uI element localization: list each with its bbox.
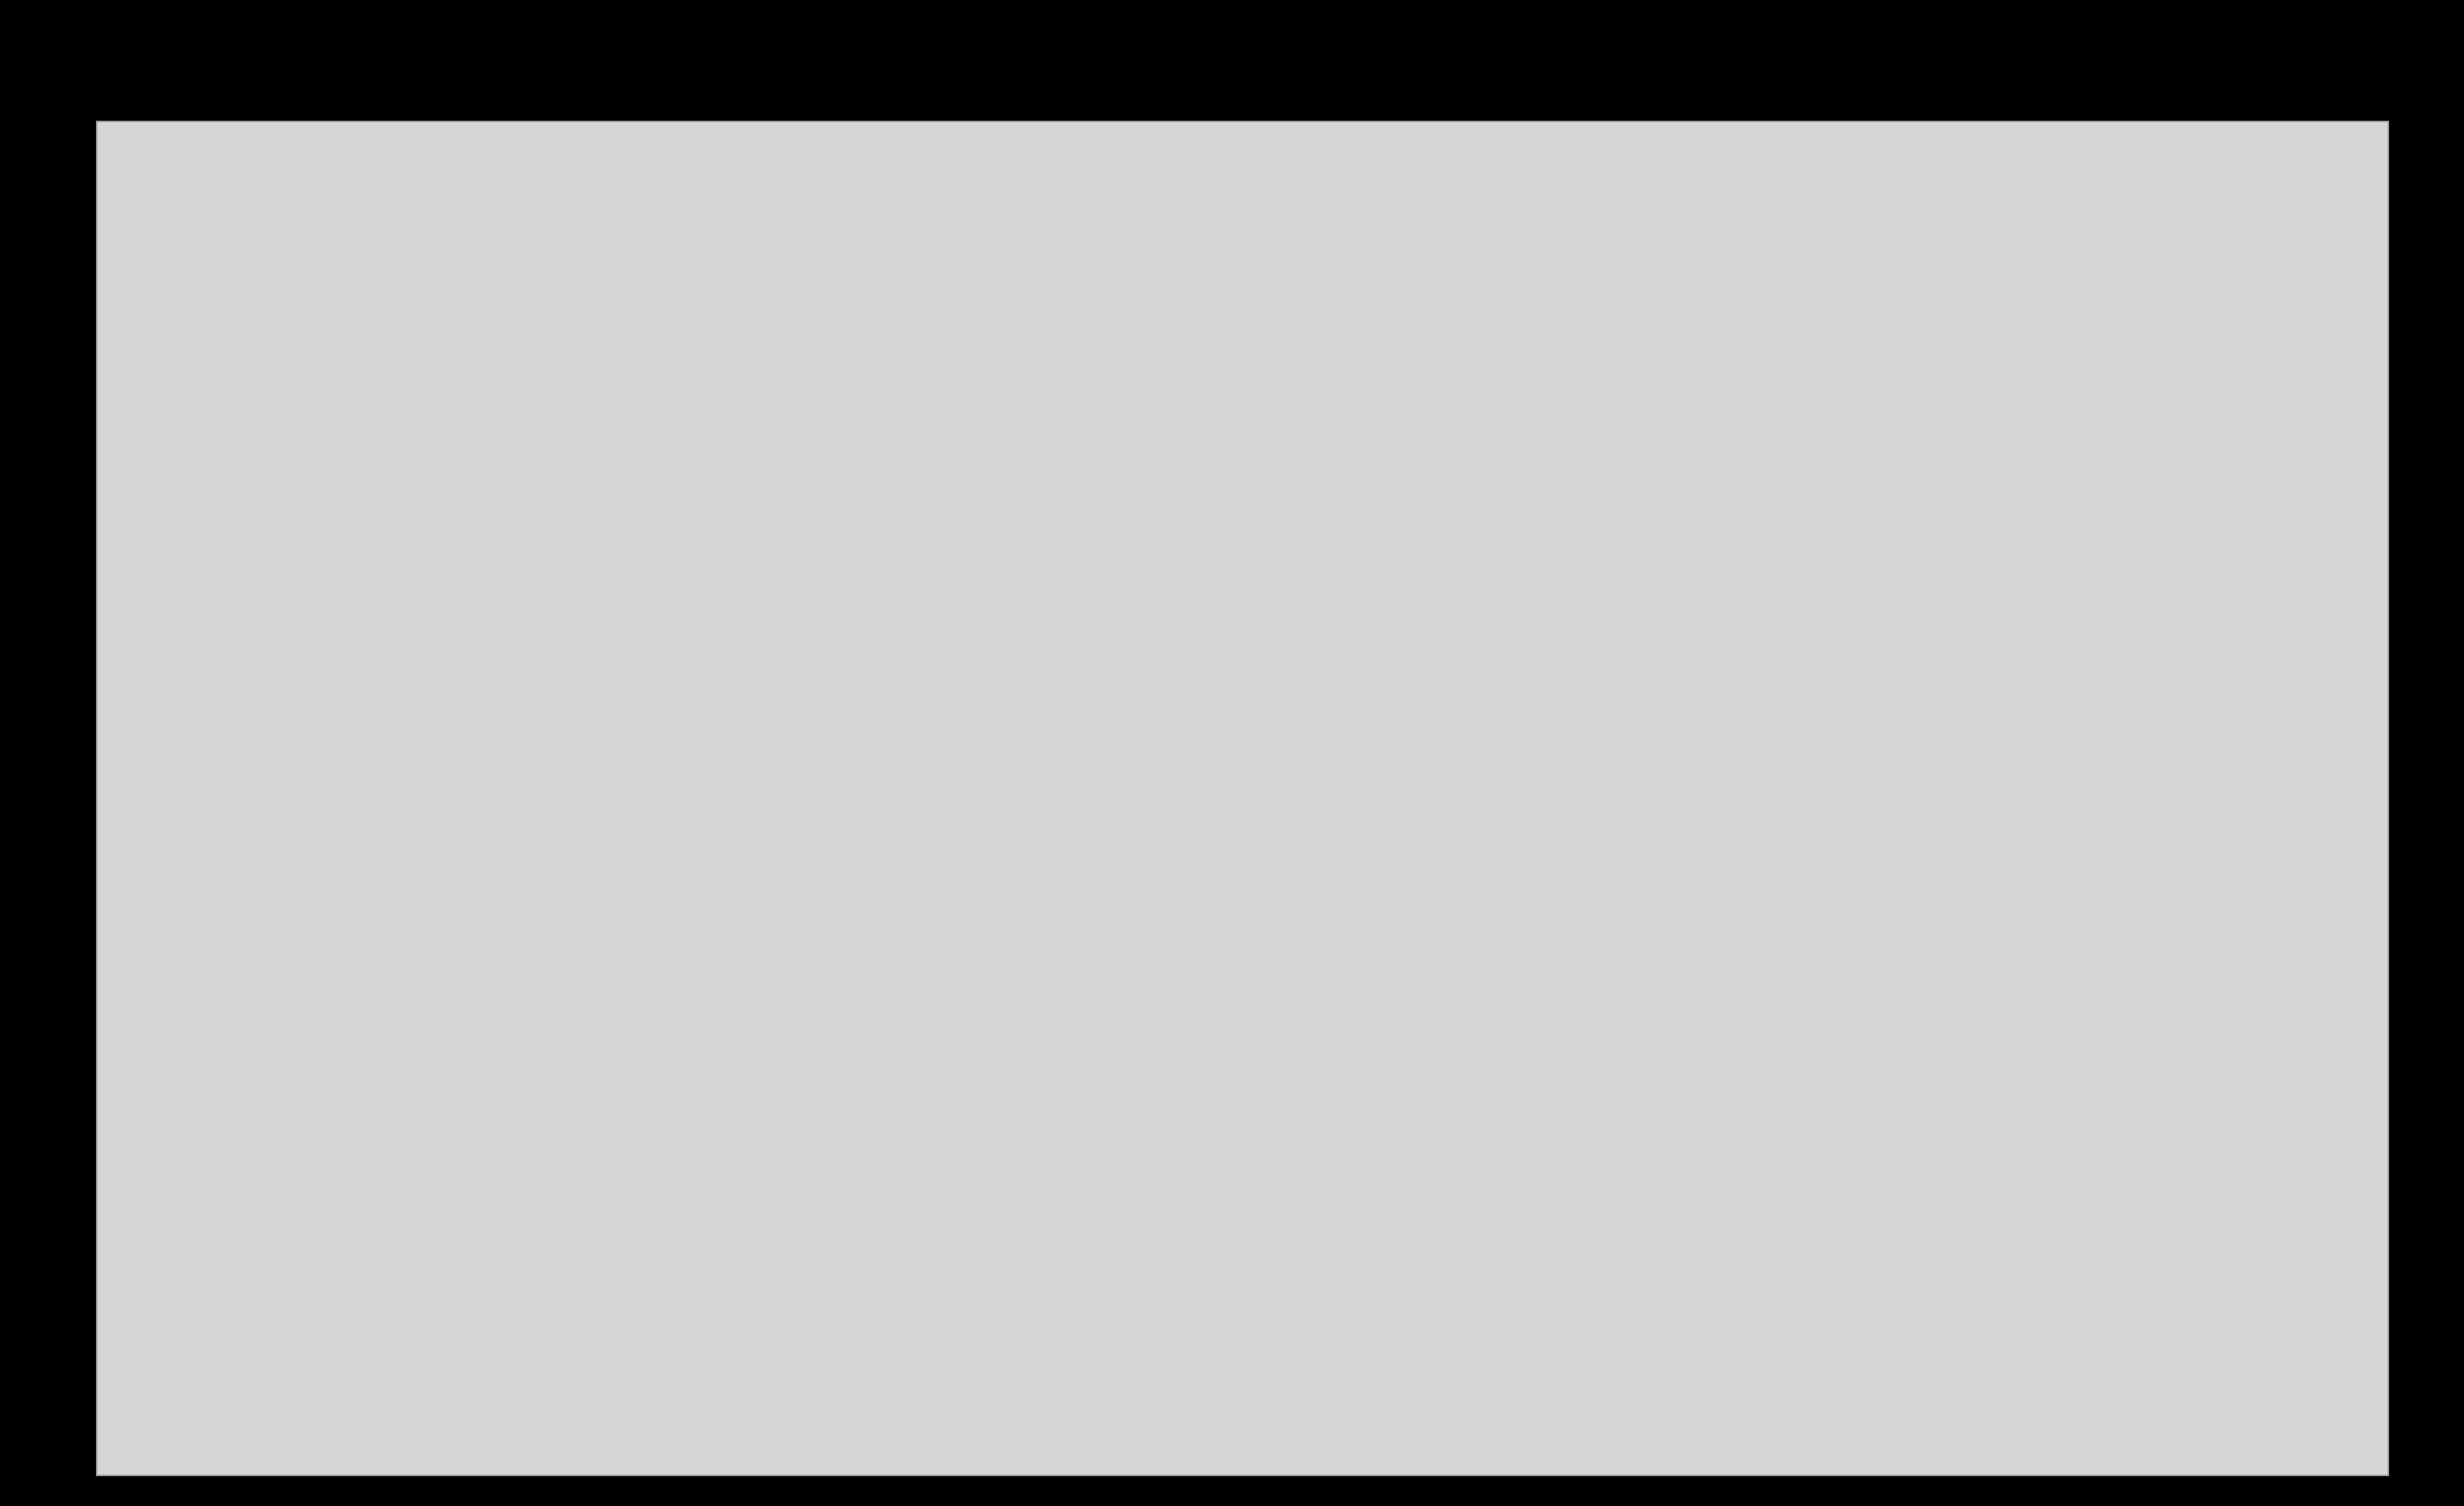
lease-table <box>97 1105 2388 1475</box>
census-card <box>97 122 2388 1475</box>
crop-table <box>97 122 2388 493</box>
middle-section <box>97 493 2388 1105</box>
